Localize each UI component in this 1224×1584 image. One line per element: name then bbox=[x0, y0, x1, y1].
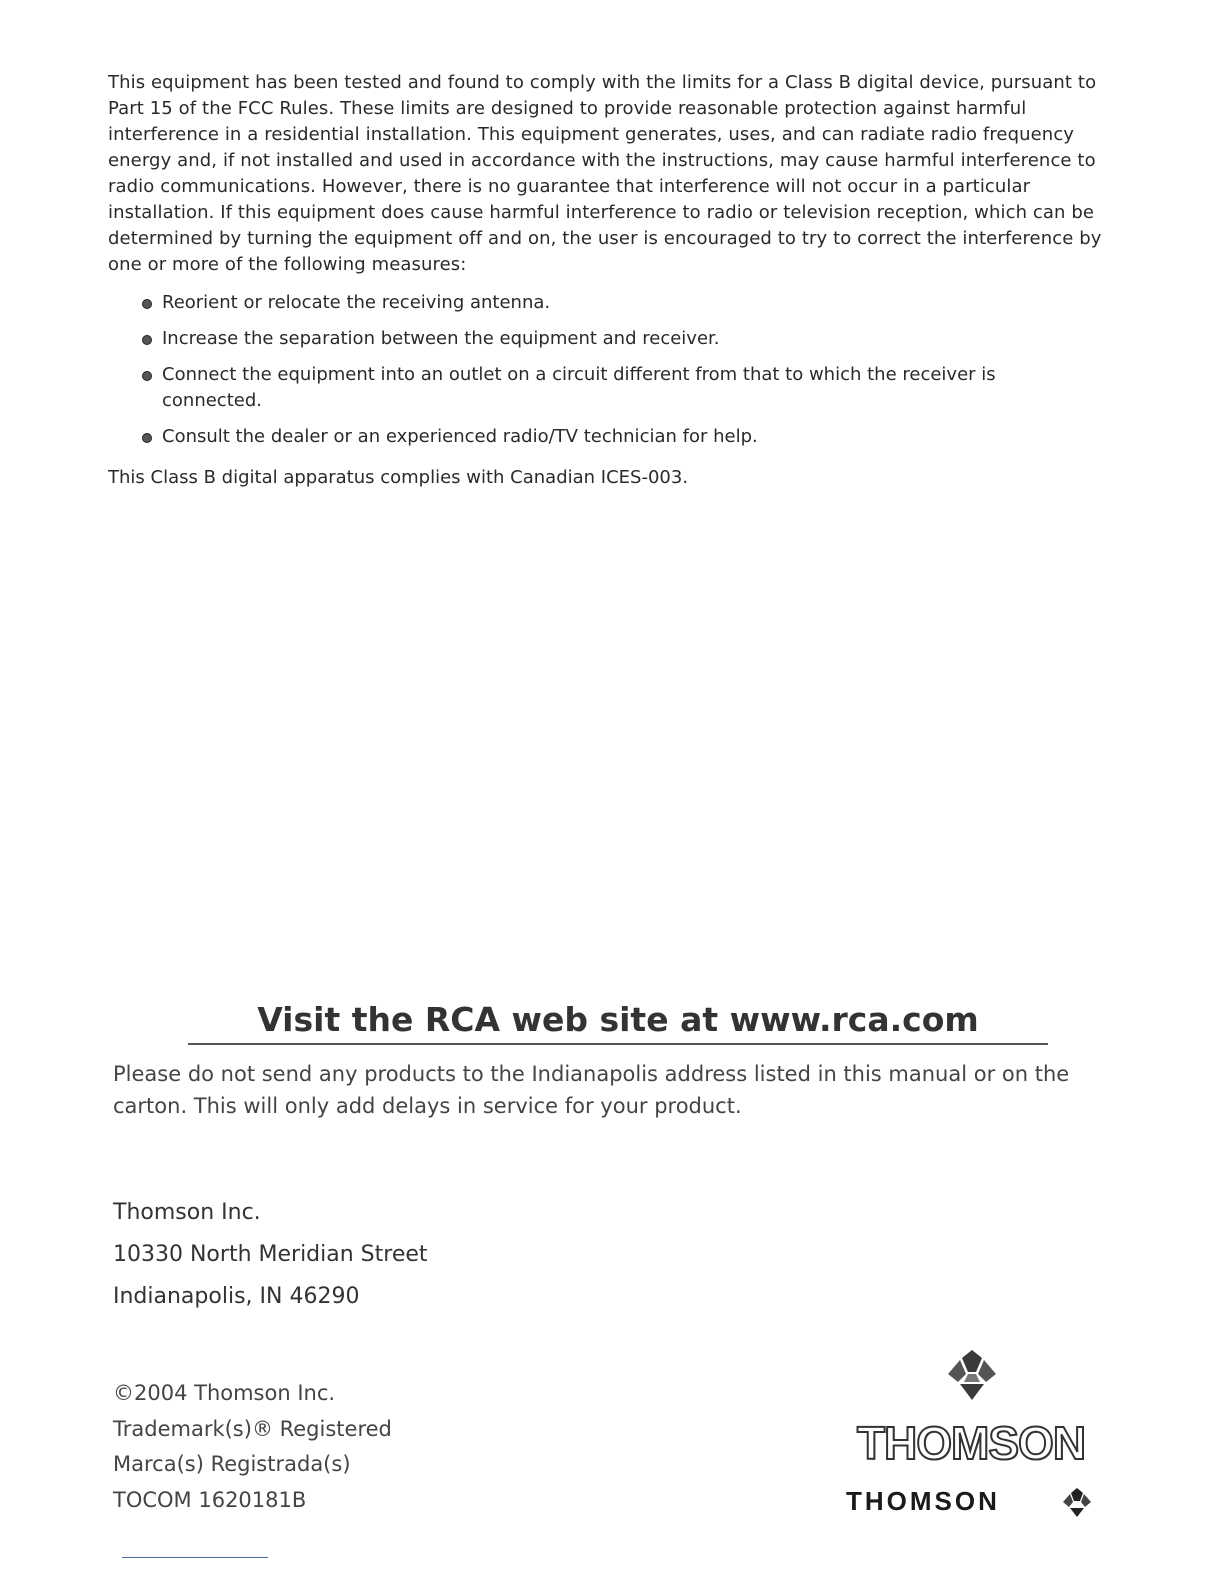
marca-line: Marca(s) Registrada(s) bbox=[113, 1452, 351, 1476]
thomson-wordmark: THOMSON bbox=[856, 1417, 1086, 1469]
list-item bbox=[140, 326, 1080, 352]
bullet-icon bbox=[142, 335, 152, 345]
website-heading: Visit the RCA web site at www.rca.com bbox=[257, 1000, 979, 1039]
measure-text: Connect the equipment into an outlet on a circuit different from that to which the receiver is connected. bbox=[162, 364, 996, 411]
thomson-small-wordmark: THOMSON bbox=[846, 1486, 1000, 1516]
heading-rule bbox=[188, 1043, 1048, 1045]
thomson-small-logo-icon bbox=[1062, 1486, 1092, 1518]
fcc-statement: This equipment has been tested and found to comply with the limits for a Class B digital device, pursuant to Part 15 of the FCC Rules. These limits are designed to provide reasonable protection against harmful interference in a residential installation. This equipment generates, uses, and can radiate radio frequency energy and, if not installed and used in accordance with the instructions, may cause harmful interference to radio communications. However, there is no guarantee that interference will not occur in a particular installation. If this equipment does cause harmful interference to radio or television reception, which can be determined by turning the equipment off and on, the user is encouraged to try to correct the interference by one or more of the following measures: bbox=[108, 72, 1102, 275]
measure-text: Reorient or relocate the receiving antenna. bbox=[162, 292, 551, 313]
company-address bbox=[113, 1192, 428, 1318]
shipping-notice: Please do not send any products to the Indianapolis address listed in this manual or on the carton. This will only add delays in service for your product. bbox=[113, 1062, 1070, 1118]
measure-text: Consult the dealer or an experienced radio/TV technician for help. bbox=[162, 426, 758, 447]
bullet-icon bbox=[142, 433, 152, 443]
measure-text: Increase the separation between the equipment and receiver. bbox=[162, 328, 720, 349]
city-state-zip: Indianapolis, IN 46290 bbox=[113, 1284, 360, 1309]
measures-list bbox=[140, 290, 1080, 460]
list-item bbox=[140, 424, 1080, 450]
company-name: Thomson Inc. bbox=[113, 1200, 261, 1225]
trademark-line: Trademark(s)® Registered bbox=[113, 1416, 392, 1441]
tocom-line: TOCOM 1620181B bbox=[113, 1487, 307, 1512]
ices-statement: This Class B digital apparatus complies with Canadian ICES-003. bbox=[108, 467, 689, 488]
thomson-logo-icon bbox=[946, 1348, 998, 1402]
street-address: 10330 North Meridian Street bbox=[113, 1242, 428, 1267]
copyright-block bbox=[113, 1376, 392, 1518]
copyright-line: ©2004 Thomson Inc. bbox=[113, 1381, 336, 1405]
bullet-icon bbox=[142, 299, 152, 309]
bottom-rule bbox=[122, 1557, 268, 1558]
bullet-icon bbox=[142, 371, 152, 381]
list-item bbox=[140, 290, 1080, 316]
list-item bbox=[140, 362, 1080, 414]
